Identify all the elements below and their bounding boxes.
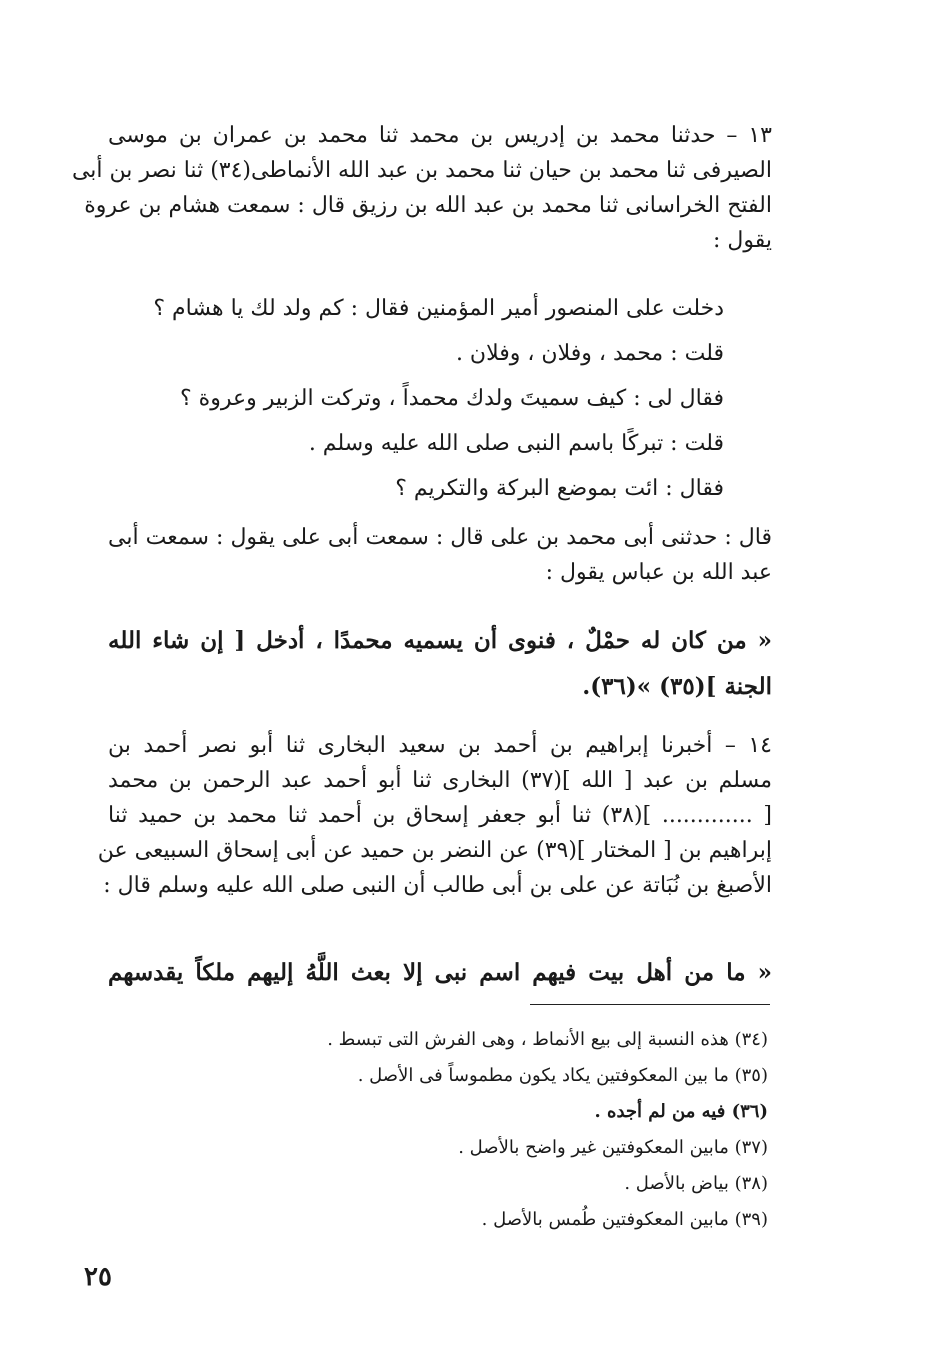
dialogue-line: فقال : ائت بموضع البركة والتكريم ؟: [395, 476, 724, 501]
footnote-34: (٣٤) هذه النسبة إلى بيع الأنماط ، وهى الفرش التى تبسط .: [327, 1029, 768, 1050]
paragraph-line: [ ............. ](٣٨) ثنا أبو جعفر إسحاق بن أحمد ثنا محمد بن حميد ثنا: [108, 803, 772, 828]
footnote-36: (٣٦) فيه من لم أجده .: [594, 1101, 768, 1122]
footnote-39: (٣٩) مابين المعكوفتين طُمس بالأصل .: [481, 1209, 768, 1230]
paragraph-14: [97, 728, 772, 903]
paragraph-line: يقول :: [712, 228, 772, 253]
page-number: ٢٥: [84, 1262, 112, 1292]
paragraph-line: مسلم بن عبد [ الله ](٣٧) البخارى ثنا أبو أحمد عبد الرحمن بن محمد: [108, 768, 772, 793]
dialogue-line: قلت : محمد ، وفلان ، وفلان .: [455, 341, 724, 366]
paragraph-line: إبراهيم بن [ المختار ](٣٩) عن النضر بن حميد عن أبى إسحاق السبيعى عن: [97, 838, 772, 863]
paragraph-13: [71, 118, 772, 258]
hadith-line: « من كان له حمْلٌ ، فنوى أن يسميه محمدًا ، أدخل [ إن شاء الله: [108, 627, 772, 654]
hadith-quote-2: [108, 950, 772, 996]
footnote-38: (٣٨) بياض بالأصل .: [624, 1173, 768, 1194]
paragraph-line: ١٣ – حدثنا محمد بن إدريس بن محمد ثنا محمد بن عمران بن موسى: [108, 123, 772, 148]
dialogue-line: دخلت على المنصور أمير المؤمنين فقال : كم ولد لك يا هشام ؟: [153, 296, 724, 321]
footnotes: [208, 1022, 768, 1238]
footnote-divider: [530, 1004, 770, 1005]
paragraph-line: الأصبغ بن نُبَاتة عن على بن أبى طالب أن النبى صلى الله عليه وسلم قال :: [103, 873, 772, 898]
paragraph-line: الفتح الخراسانى ثنا محمد بن عبد الله بن رزيق قال : سمعت هشام بن عروة: [84, 193, 772, 218]
footnote-37: (٣٧) مابين المعكوفتين غير واضح بالأصل .: [458, 1137, 768, 1158]
paragraph-line: عبد الله بن عباس يقول :: [545, 560, 772, 585]
hadith-line: « ما من أهل بيت فيهم اسم نبى إلا بعث اللَّهُ إليهم ملكاً يقدسهم: [108, 959, 772, 986]
dialogue-line: فقال لى : كيف سميتَ ولدك محمداً ، وتركت الزبير وعروة ؟: [180, 386, 724, 411]
paragraph-line: الصيرفى ثنا محمد بن حيان ثنا محمد بن عبد الله الأنماطى(٣٤) ثنا نصر بن أبى: [71, 158, 772, 183]
paragraph-line: قال : حدثنى أبى محمد بن على قال : سمعت أبى على يقول : سمعت أبى: [108, 525, 772, 550]
hadith-line: الجنة ](٣٥) »(٣٦).: [582, 673, 772, 700]
hadith-quote-1: [108, 618, 772, 710]
dialogue-line: قلت : تبركًا باسم النبى صلى الله عليه وسلم .: [308, 431, 724, 456]
dialogue-block: [108, 286, 772, 511]
narration-paragraph: [108, 520, 772, 590]
paragraph-line: ١٤ – أخبرنا إبراهيم بن أحمد بن سعيد البخارى ثنا أبو نصر أحمد بن: [108, 733, 772, 758]
footnote-35: (٣٥) ما بين المعكوفتين يكاد يكون مطموساً فى الأصل .: [357, 1065, 768, 1086]
